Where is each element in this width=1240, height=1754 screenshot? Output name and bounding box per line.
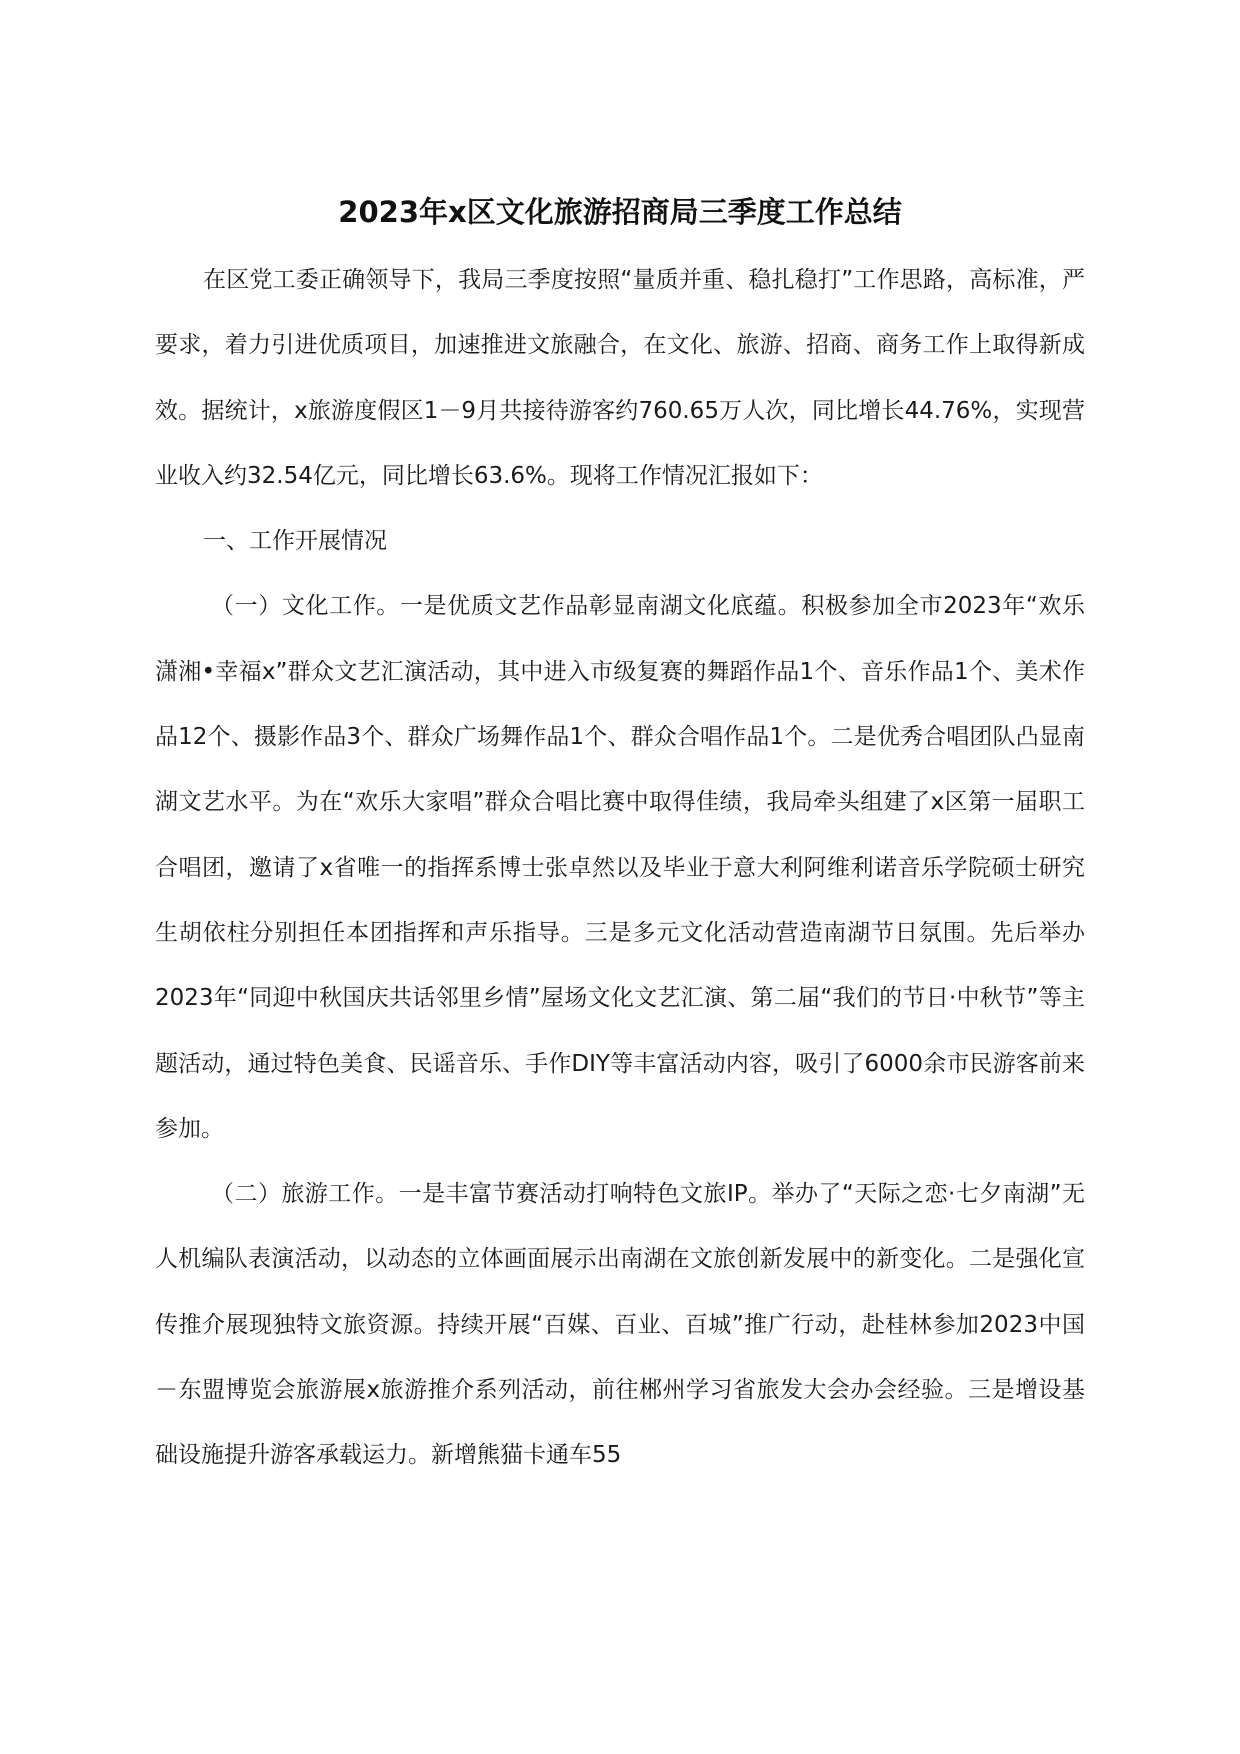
document-content [155,190,1085,1489]
document-title: 2023年x区文化旅游招商局三季度工作总结 [338,195,902,229]
paragraph-tourism-work: （二）旅游工作。一是丰富节赛活动打响特色文旅IP。举办了“天际之恋·七夕南湖”无人机编队表演活动，以动态的立体画面展示出南湖在文旅创新发展中的新变化。二是强化宣传推介展现独特文旅资源。持续开展“百媒、百业、百城”推广行动，赴桂林参加2023中国－东盟博览会旅游展x旅游推介系列活动，前往郴州学习省旅发大会办会经验。三是增设基础设施提升游客承载运力。新增熊猫卡通车55 [155,1181,1085,1469]
paragraph-intro: 在区党工委正确领导下，我局三季度按照“量质并重、稳扎稳打”工作思路，高标准，严要求，着力引进优质项目，加速推进文旅融合，在文化、旅游、招商、商务工作上取得新成效。据统计，x旅游度假区1－9月共接待游客约760.65万人次，同比增长44.76%，实现营业收入约32.54亿元，同比增长63.6%。现将工作情况汇报如下： [155,267,1085,489]
paragraph-culture-work: （一）文化工作。一是优质文艺作品彰显南湖文化底蕴。积极参加全市2023年“欢乐潇湘•幸福x”群众文艺汇演活动，其中进入市级复赛的舞蹈作品1个、音乐作品1个、美术作品12个、摄影作品3个、群众广场舞作品1个、群众合唱作品1个。二是优秀合唱团队凸显南湖文艺水平。为在“欢乐大家唱”群众合唱比赛中取得佳绩，我局牵头组建了x区第一届职工合唱团，邀请了x省唯一的指挥系博士张卓然以及毕业于意大利阿维利诺音乐学院硕士研究生胡依柱分别担任本团指挥和声乐指导。三是多元文化活动营造南湖节日氛围。先后举办2023年“同迎中秋国庆共话邻里乡情”屋场文化文艺汇演、第二届“我们的节日·中秋节”等主题活动，通过特色美食、民谣音乐、手作DIY等丰富活动内容，吸引了6000余市民游客前来参加。 [155,593,1085,1142]
document-body [155,248,1085,1489]
section-heading: 一、工作开展情况 [203,528,387,555]
